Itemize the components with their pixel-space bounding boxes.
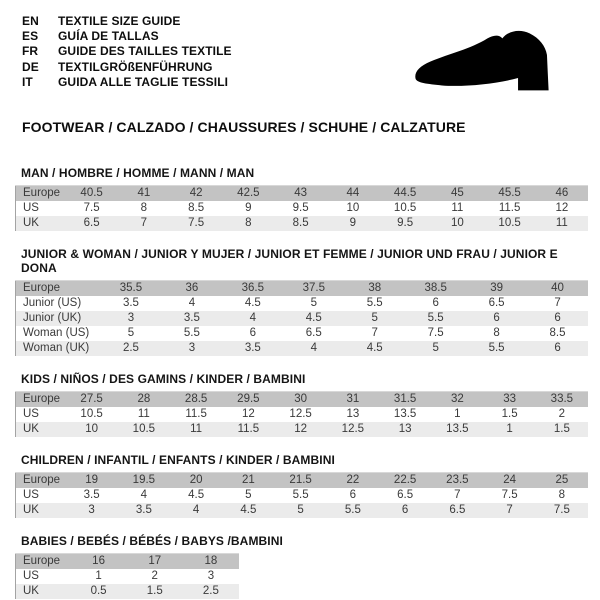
size-section-man [15,166,588,231]
size-value: 45.5 [498,187,521,199]
size-value: 24 [503,474,517,486]
language-code: FR [22,44,39,59]
size-value: 3.5 [244,342,261,354]
row-label: UK [23,217,39,229]
row-label: Europe [23,474,61,486]
size-value: 6 [401,504,409,516]
size-value: 9.5 [397,217,414,229]
size-value: 7.5 [83,202,100,214]
size-value: 31 [346,393,360,405]
size-value: 12.5 [341,423,365,435]
table-row-junior-woman-woman-us [16,326,589,341]
size-value: 6.5 [488,297,505,309]
size-value: 1.5 [553,423,570,435]
language-label: GUIDA ALLE TAGLIE TESSILI [58,74,229,89]
size-value: 46 [555,187,569,199]
language-row-fr [22,44,232,59]
size-value: 6.5 [397,489,414,501]
category-title: FOOTWEAR / CALZADO / CHAUSSURES / SCHUHE / CALZATURE [22,119,466,135]
size-value: 1 [454,408,461,420]
size-value: 5.5 [292,489,309,501]
size-value: 7 [140,217,148,229]
size-value: 33 [503,393,517,405]
size-value: 11.5 [237,423,260,435]
size-value: 2.5 [202,585,219,597]
size-value: 3.5 [83,489,100,501]
size-value: 27.5 [80,393,103,405]
language-row-de [22,60,232,75]
size-value: 5 [245,489,252,501]
size-value: 35.5 [119,282,143,294]
table-row-kids-uk [16,422,589,437]
row-label: UK [23,585,39,597]
row-label: US [23,408,39,420]
size-value: 2 [151,570,158,582]
size-value: 7.5 [501,489,518,501]
size-value: 6 [554,312,561,324]
size-value: 41 [137,187,151,199]
size-value: 40.5 [80,187,103,199]
size-value: 0.5 [90,585,107,597]
size-value: 11 [451,202,464,214]
section-title-children: CHILDREN / INFANTIL / ENFANTS / KINDER / BAMBINI [21,453,335,467]
size-value: 12 [241,408,255,420]
row-label: Woman (US) [23,327,90,339]
size-value: 4 [310,342,317,354]
size-value: 11 [190,423,203,435]
size-value: 11.5 [498,202,521,214]
row-label: Junior (US) [23,297,82,309]
language-label: GUIDE DES TAILLES TEXTILE [58,44,232,59]
size-value: 10.5 [393,202,417,214]
size-value: 3 [188,342,196,354]
size-value: 40 [551,282,564,294]
size-section-children [15,453,588,518]
size-value: 38 [368,282,382,294]
table-row-children-uk [16,503,589,518]
size-value: 19.5 [132,474,156,486]
table-row-babies-uk [16,584,240,599]
size-value: 28.5 [184,393,208,405]
table-row-junior-woman-junior-uk [16,311,589,326]
size-value: 4 [249,312,257,324]
size-value: 22 [346,474,360,486]
size-value: 5 [127,327,135,339]
size-value: 3 [207,570,215,582]
dress-shoe-icon [396,26,574,102]
size-value: 6 [493,312,500,324]
size-value: 4 [192,504,200,516]
section-title-kids: KIDS / NIÑOS / DES GAMINS / KINDER / BAMBINI [21,372,306,386]
size-value: 10 [450,217,464,229]
size-value: 42.5 [237,187,260,199]
size-value: 6.5 [305,327,322,339]
size-value: 10 [346,202,360,214]
size-value: 5.5 [427,312,444,324]
size-value: 25 [555,474,569,486]
size-value: 7 [454,489,461,501]
size-value: 45 [450,187,464,199]
size-value: 13.5 [446,423,469,435]
size-value: 10 [85,423,99,435]
size-value: 5.5 [366,297,383,309]
size-value: 4.5 [240,504,257,516]
header [0,0,600,102]
size-value: 8 [558,489,566,501]
size-value: 29.5 [237,393,260,405]
table-row-man-europe [16,186,589,202]
size-value: 5 [371,312,378,324]
size-value: 3.5 [122,297,139,309]
size-value: 28 [137,393,151,405]
size-value: 10.5 [132,423,156,435]
size-value: 11 [137,408,150,420]
language-label: TEXTILGRÖßENFÜHRUNG [58,59,213,74]
size-table-babies [15,553,239,599]
table-row-babies-europe [16,554,240,570]
size-value: 44.5 [393,187,417,199]
size-value: 21 [241,474,255,486]
size-table-junior-woman [15,280,588,356]
table-row-children-us [16,488,589,503]
size-value: 7 [506,504,513,516]
language-label: TEXTILE SIZE GUIDE [58,14,181,28]
size-value: 43 [294,187,308,199]
size-value: 3.5 [135,504,152,516]
size-value: 36.5 [241,282,265,294]
size-section-kids [15,372,588,437]
size-value: 10.5 [80,408,103,420]
size-value: 7.5 [188,217,205,229]
section-title-man: MAN / HOMBRE / HOMME / MANN / MAN [21,166,255,180]
size-value: 4.5 [366,342,383,354]
row-label: US [23,489,39,501]
size-value: 37.5 [302,282,325,294]
section-title-babies: BABIES / BEBÉS / BÉBÉS / BABYS /BAMBINI [21,534,283,548]
size-value: 6.5 [83,217,100,229]
table-row-junior-woman-junior-us [16,296,589,311]
size-value: 22.5 [393,474,417,486]
size-value: 7.5 [553,504,570,516]
size-value: 9.5 [292,202,309,214]
table-row-kids-us [16,407,589,422]
row-label: Europe [23,282,61,294]
table-row-children-europe [16,473,589,489]
size-value: 9 [349,217,357,229]
size-section-babies [15,534,588,599]
size-value: 6 [249,327,257,339]
size-value: 23.5 [446,474,469,486]
size-value: 1 [506,423,513,435]
size-value: 12 [555,202,569,214]
language-code: DE [22,59,39,74]
size-value: 5.5 [183,327,200,339]
size-value: 8.5 [188,202,205,214]
row-label: UK [23,423,39,435]
size-value: 8 [493,327,500,339]
size-value: 12.5 [289,408,312,420]
size-section-junior-woman [15,247,588,356]
table-row-junior-woman-woman-uk [16,341,589,356]
size-value: 7 [554,297,561,309]
size-value: 13 [398,423,412,435]
size-table-man [15,185,588,231]
size-value: 11 [555,217,568,229]
size-value: 9 [245,202,252,214]
size-value: 2.5 [122,342,139,354]
size-value: 1.5 [146,585,163,597]
size-value: 16 [92,555,105,567]
size-value: 7 [371,327,378,339]
table-row-man-us [16,201,589,216]
size-value: 6.5 [449,504,466,516]
size-value: 3 [127,312,135,324]
size-value: 12 [294,423,308,435]
size-value: 33.5 [550,393,574,405]
size-value: 4 [188,297,196,309]
size-value: 2 [558,408,566,420]
size-value: 3.5 [183,312,200,324]
row-label: US [23,202,39,214]
size-value: 10.5 [498,217,521,229]
size-value: 6 [349,489,357,501]
language-row-it [22,75,232,90]
size-value: 1 [95,570,102,582]
size-value: 31.5 [393,393,417,405]
size-value: 11.5 [185,408,207,420]
section-title-junior-woman: JUNIOR & WOMAN / JUNIOR Y MUJER / JUNIOR ET FEMME / JUNIOR UND FRAU / JUNIOR E DONA [21,247,558,275]
table-row-babies-us [16,569,240,584]
size-value: 4.5 [305,312,322,324]
row-label: Europe [23,393,61,405]
size-value: 38.5 [424,282,447,294]
row-label: Europe [23,555,61,567]
size-value: 44 [346,187,360,199]
size-value: 42 [189,187,203,199]
language-row-es [22,29,232,44]
language-guide-list [22,13,232,90]
size-value: 3 [88,504,95,516]
table-row-kids-europe [16,392,589,408]
size-value: 5.5 [344,504,361,516]
size-value: 32 [450,393,464,405]
size-value: 4.5 [244,297,261,309]
row-label: US [23,570,39,582]
size-value: 13.5 [393,408,417,420]
size-table-children [15,472,588,518]
language-code: IT [22,74,33,89]
size-value: 8.5 [292,217,309,229]
size-value: 20 [189,474,203,486]
row-label: UK [23,504,39,516]
size-value: 6 [432,297,439,309]
size-tables [0,166,600,599]
language-label: GUÍA DE TALLAS [58,29,159,44]
size-value: 8.5 [549,327,566,339]
size-value: 5 [310,297,317,309]
row-label: Junior (UK) [23,312,82,324]
size-value: 17 [148,555,162,567]
size-value: 21.5 [289,474,312,486]
size-value: 4.5 [188,489,205,501]
language-code: EN [22,14,39,28]
size-value: 5 [297,504,304,516]
row-label: Europe [23,187,61,199]
language-row-en [22,14,232,29]
size-value: 1.5 [501,408,518,420]
language-code: ES [22,29,39,44]
size-table-kids [15,391,588,437]
size-value: 36 [185,282,199,294]
size-value: 8 [140,202,148,214]
size-value: 5.5 [488,342,505,354]
table-row-man-uk [16,216,589,231]
size-value: 39 [490,282,503,294]
size-value: 5 [432,342,439,354]
size-value: 8 [245,217,252,229]
row-label: Woman (UK) [23,342,90,354]
size-value: 19 [85,474,99,486]
size-value: 13 [346,408,360,420]
size-value: 4 [140,489,148,501]
size-value: 30 [294,393,308,405]
table-row-junior-woman-europe [16,281,589,297]
size-value: 18 [204,555,218,567]
size-value: 7.5 [427,327,444,339]
size-value: 6 [554,342,561,354]
